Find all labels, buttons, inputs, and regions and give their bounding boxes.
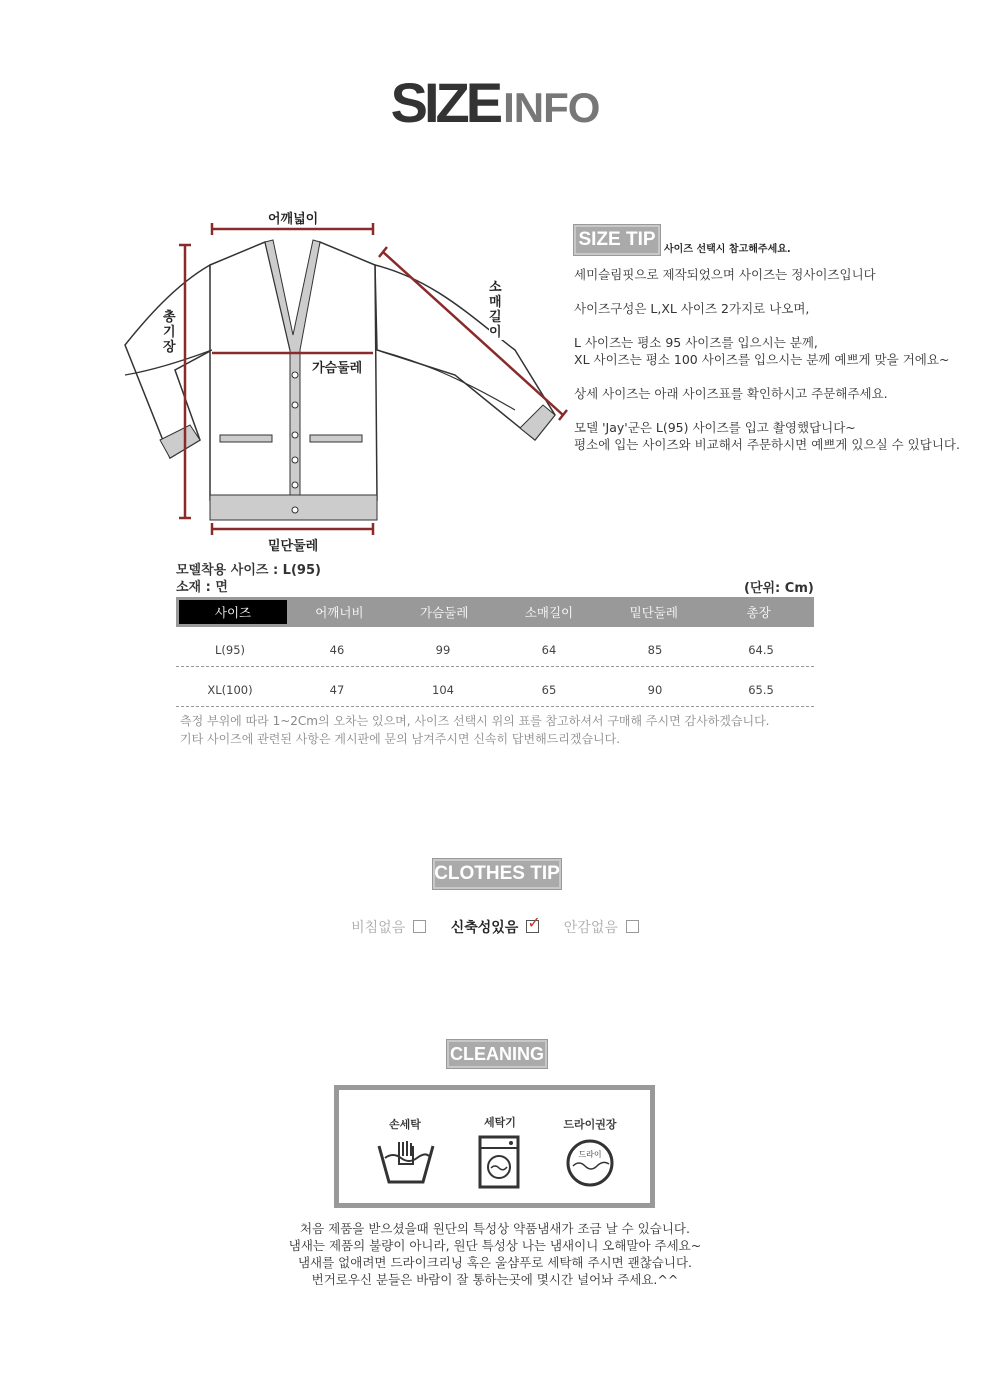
- cleaning-box: [334, 1085, 655, 1208]
- option-label: 비침없음: [351, 920, 406, 936]
- header-cell: 밑단둘레: [629, 605, 678, 620]
- header-cell: 가슴둘레: [420, 605, 469, 620]
- model-size: 모델착용 사이즈 : L(95): [176, 563, 321, 578]
- size-tip-line: 상세 사이즈는 아래 사이즈표를 확인하시고 주문해주세요.: [574, 386, 888, 401]
- size-tip-line: 세미슬림핏으로 제작되었으며 사이즈는 정사이즈입니다: [574, 267, 876, 282]
- label-sleeve: 소매길이: [489, 280, 502, 340]
- size-tip-line: XL 사이즈는 평소 100 사이즈를 입으시는 분께 예쁘게 맞을 거에요~: [574, 352, 950, 367]
- washing-machine-icon: [477, 1134, 521, 1190]
- checked-checkbox-icon: ✓: [527, 913, 541, 932]
- label-shoulder: 어깨넓이: [268, 208, 318, 227]
- size-tip-text: [574, 266, 960, 453]
- size-table: [176, 597, 814, 707]
- size-notes: [180, 712, 769, 748]
- table-row: [176, 667, 814, 707]
- cleaning-note-line: 처음 제품을 받으셨을때 원단의 특성상 약품냄새가 조금 날 수 있습니다.: [300, 1221, 690, 1236]
- cleaning-note-line: 냄새를 없애려면 드라이크리닝 혹은 울샴푸로 세탁해 주시면 괜찮습니다.: [297, 1255, 693, 1270]
- table-cell: L(95): [214, 643, 245, 657]
- dry-clean-label: 드라이권장: [563, 1118, 617, 1131]
- unit-label: (단위: Cm): [744, 581, 814, 596]
- checkbox-icon: [413, 920, 426, 933]
- table-header: [176, 597, 814, 627]
- note-line: 측정 부위에 따라 1~2Cm의 오차는 있으며, 사이즈 선택시 위의 표를 참고하셔서 구매해 주시면 감사하겠습니다.: [180, 714, 770, 728]
- checkbox-icon: [626, 920, 639, 933]
- cleaning-note-line: 냄새는 제품의 불량이 아니라, 원단 특성상 나는 냄새이니 오해말아 주세요~: [288, 1238, 702, 1253]
- page-title: [0, 70, 990, 135]
- table-cell: 65.5: [748, 683, 774, 697]
- header-cell: 소매길이: [524, 605, 574, 620]
- table-cell: 46: [329, 643, 345, 657]
- label-length: 총기장: [163, 310, 176, 355]
- size-tip-subtitle: 사이즈 선택시 참고해주세요.: [664, 244, 791, 255]
- dry-clean-inner-text: 드라이: [578, 1150, 602, 1159]
- material: 소재 : 면: [176, 580, 228, 595]
- size-tip-gap: [574, 402, 960, 419]
- washing-machine-label: 세탁기: [484, 1116, 516, 1129]
- table-cell: 47: [329, 683, 345, 697]
- size-tip-gap: [574, 368, 960, 385]
- header-cell: 어깨너비: [315, 605, 364, 620]
- table-cell: XL(100): [207, 683, 253, 697]
- option-no-see-through: [351, 917, 426, 937]
- size-tip-gap: [574, 317, 960, 334]
- hand-wash-label: 손세탁: [389, 1118, 421, 1131]
- title-info: INFO: [503, 84, 600, 131]
- cleaning-tag: CLEANING: [446, 1039, 548, 1069]
- dry-clean-icon: [565, 1138, 615, 1188]
- table-cell: 104: [432, 683, 454, 697]
- table-cell: 65: [541, 683, 557, 697]
- option-label: 신축성있음: [450, 920, 519, 936]
- table-cell: 64.5: [748, 643, 774, 657]
- size-tip-line: 모델 'Jay'군은 L(95) 사이즈를 입고 촬영했답니다~: [574, 420, 856, 435]
- size-tip-gap: [574, 283, 960, 300]
- size-tip-tag: SIZE TIP: [573, 224, 661, 256]
- table-cell: 99: [435, 643, 451, 657]
- table-cell: 85: [647, 643, 663, 657]
- size-tip-line: 사이즈구성은 L,XL 사이즈 2가지로 나오며,: [574, 301, 810, 316]
- title-size: SIZE: [390, 71, 500, 134]
- header-cell: 총장: [746, 605, 771, 620]
- label-hem: 밑단둘레: [268, 535, 318, 554]
- cardigan-diagram: [115, 200, 575, 560]
- header-cell: 사이즈: [179, 600, 287, 624]
- cleaning-notes: [0, 1220, 990, 1288]
- option-label: 안감없음: [563, 920, 618, 936]
- option-stretch: [450, 913, 541, 937]
- size-tip-line: 평소에 입는 사이즈와 비교해서 주문하시면 예쁘게 있으실 수 있답니다.: [574, 437, 960, 452]
- label-chest: 가슴둘레: [312, 357, 362, 376]
- hand-wash-icon: [375, 1138, 437, 1186]
- table-cell: 90: [647, 683, 663, 697]
- clothes-options: [0, 913, 990, 937]
- note-line: 기타 사이즈에 관련된 사항은 게시판에 문의 남겨주시면 신속히 답변해드리겠습니다.: [180, 732, 621, 746]
- table-row: [176, 627, 814, 667]
- clothes-tip-tag: CLOTHES TIP: [432, 858, 562, 890]
- table-cell: 64: [541, 643, 557, 657]
- size-tip-line: L 사이즈는 평소 95 사이즈를 입으시는 분께,: [574, 335, 818, 350]
- cleaning-note-line: 번거로우신 분들은 바람이 잘 통하는곳에 몇시간 널어놔 주세요.^^: [311, 1272, 679, 1287]
- model-info: [176, 562, 321, 596]
- option-no-lining: [564, 917, 639, 937]
